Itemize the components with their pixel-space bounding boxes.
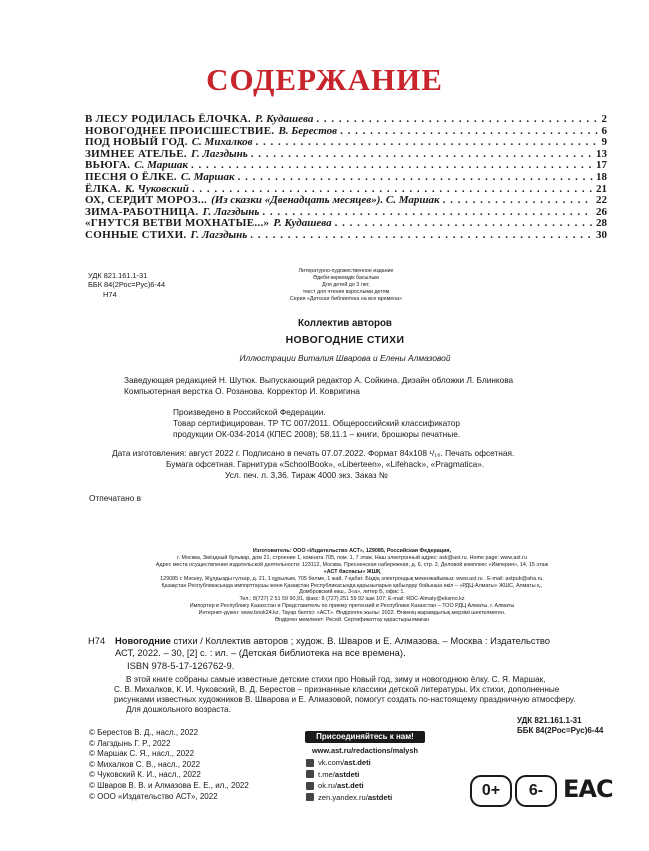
toc-row[interactable]	[85, 114, 607, 126]
telegram-icon	[306, 770, 314, 778]
isbn: ISBN 978-5-17-126762-9.	[127, 659, 235, 671]
catalog-card	[88, 635, 608, 672]
publisher-line: Импортер в Республику Казахстан и Представитель по приему претензий в Республике Казахстан – ТОО РДЦ Алматы, г. Алматы	[189, 603, 515, 610]
print-line: Бумага офсетная. Гарнитура «SchoolBook», «Liberteen», «Lifehack», «Pragmatica».	[166, 459, 485, 470]
toc-page: 6	[601, 124, 607, 137]
eac-mark: ЕАС	[563, 775, 613, 803]
toc-page: 28	[596, 217, 607, 230]
toc-author: Р. Кудашева	[255, 113, 314, 125]
toc-author: Р. Кудашева	[273, 217, 332, 230]
publisher-info	[108, 548, 596, 624]
copyright-line: © Маршак С. Я., насл., 2022	[89, 749, 195, 759]
copyright-line: © Берестов В. Д., насл., 2022	[89, 728, 199, 737]
toc-page: 9	[601, 136, 607, 149]
edition-note: Литературно-художественное издание	[298, 268, 394, 274]
toc-row[interactable]	[85, 172, 607, 184]
toc-page: 18	[596, 170, 607, 183]
toc-author: К. Чуковский	[124, 182, 189, 195]
toc-page: 30	[596, 228, 607, 241]
publisher-line: г. Москва, Звёздный бульвар, дом 21, строение 1, комната 705, пом. 1, 7 этаж. Наш электронный адрес: ask@ast.ru. Home page: www.ast.ru	[177, 554, 527, 561]
toc-leader	[335, 218, 593, 230]
publisher-line: Домбровский көш., 3«а», литер Б, офис 1.	[299, 589, 405, 596]
edition-note: Серия «Детская библиотека на все времена»	[289, 296, 403, 303]
description-line: С. В. Михалков, К. И. Чуковский, В. Д. Берестов – признанные классики детской литературы. Их стихи, дополненные	[114, 685, 560, 695]
catalog-lead: Новогодние	[115, 635, 171, 646]
social-handle: ast.deti	[344, 758, 371, 768]
toc-page: 17	[596, 159, 607, 172]
description-line: В этой книге собраны самые известные детские стихи про Новый год, зиму и новогоднюю ёлку. С. Я. Маршак,	[126, 675, 546, 684]
publisher-line: Қазақстан Республикасында импорттаушы және Қазақстан Республикасында қарызыларын қабылдау бойынша өкіл – «РДЦ-Алматы» ЖШС, Алматы қ.,	[161, 582, 543, 589]
publisher-line: 129085 г. Мәскеу, Жұлдызды гүлзар, д. 21, 1 құрылым, 705 бөлме, 1 жай, 7-қабат. Біздің электрондық мекенжайымыз: www.ast.ru . E-mail: astpub@aha.ru.	[160, 575, 544, 582]
print-line: Усл. печ. л. 3,36. Тираж 4000 экз. Заказ №	[225, 470, 388, 481]
edition-note: Для детей до 3 лет,	[322, 282, 370, 289]
catalog-line: стихи / Коллектив авторов ; худож. В. Шваров и Е. Алмазова. – Москва : Издательство	[170, 635, 550, 646]
toc-leader	[191, 160, 593, 172]
age-rating-zero: 0+	[470, 775, 512, 807]
table-of-contents	[85, 114, 607, 242]
udk-code: УДК 821.161.1-31	[517, 716, 582, 725]
toc-page: 2	[601, 113, 607, 125]
toc-leader	[238, 172, 593, 184]
social-link-ok[interactable]	[306, 780, 392, 792]
printed-in: Отпечатано в	[89, 493, 142, 503]
toc-row[interactable]	[85, 230, 607, 242]
production-line: Произведено в Российской Федерации.	[173, 407, 326, 417]
toc-title: «ГНУТСЯ ВЕТВИ МОХНАТЫЕ...»	[85, 217, 270, 230]
toc-title: В ЛЕСУ РОДИЛАСЬ ЁЛОЧКА.	[85, 113, 252, 125]
print-line: Дата изготовления: август 2022 г. Подписано в печать 07.07.2022. Формат 84x108 ¹/₁₆. Печать офсетная.	[112, 448, 515, 458]
edition-notes	[234, 268, 458, 303]
social-prefix: ok.ru/	[318, 781, 337, 791]
illustrators: Иллюстрации Виталия Шварова и Елены Алмазовой	[239, 353, 451, 363]
social-handle: ast.deti	[337, 781, 364, 791]
social-prefix: vk.com/	[318, 758, 345, 768]
collective-authors: Коллектив авторов	[298, 318, 392, 329]
copyright-line: © ООО «Издательство АСТ», 2022	[89, 791, 218, 801]
copyright-list	[89, 728, 249, 802]
age-rating-six: 6-	[515, 775, 557, 807]
toc-leader	[340, 126, 598, 138]
social-link-telegram[interactable]	[306, 769, 392, 781]
bbk-code: ББК 84(2Рос=Рус)6-44	[88, 280, 166, 290]
classification-codes-right	[517, 716, 603, 737]
toc-title: ЗИМА-РАБОТНИЦА.	[85, 205, 199, 218]
toc-title: НОВОГОДНЕЕ ПРОИСШЕСТВИЕ.	[85, 124, 275, 137]
toc-title: ПОД НОВЫЙ ГОД.	[85, 136, 188, 149]
toc-leader	[443, 195, 593, 207]
social-handle: astdeti	[334, 769, 360, 779]
social-links	[306, 757, 392, 803]
page-title: СОДЕРЖАНИЕ	[206, 62, 443, 97]
toc-leader	[250, 230, 593, 242]
copyright-line: © Чуковский К. И., насл., 2022	[89, 770, 201, 780]
toc-author: В. Берестов	[278, 124, 338, 137]
editorial-staff	[124, 375, 513, 397]
toc-row[interactable]	[85, 195, 607, 207]
book-title: НОВОГОДНИЕ СТИХИ	[285, 335, 405, 346]
zen-icon	[306, 793, 314, 801]
print-info	[112, 448, 514, 482]
catalog-line: АСТ, 2022. – 30, [2] с. : ил. – (Детская библиотека на все времена).	[115, 647, 406, 659]
staff-line: Компьютерная верстка О. Розанова. Корректор И. Ковригина	[124, 386, 360, 397]
toc-leader	[256, 137, 599, 149]
social-prefix: zen.yandex.ru/	[318, 792, 368, 802]
ok-icon	[306, 782, 314, 790]
social-link-zen[interactable]	[306, 792, 392, 804]
staff-line: Заведующая редакцией Н. Шутюк. Выпускающий редактор А. Сойкина. Дизайн обложки Л. Блинкова	[124, 375, 514, 385]
udk-code: УДК 821.161.1-31	[88, 271, 148, 280]
edition-note: Әдеби-көркемдік басылым	[313, 275, 379, 282]
toc-page: 26	[596, 205, 607, 218]
toc-author: (Из сказки «Двенадцать месяцев»). С. Маршак	[211, 194, 440, 207]
toc-author: Г. Лагздынь	[191, 147, 248, 160]
toc-author: Г. Лагздынь	[190, 228, 248, 241]
social-link-vk[interactable]	[306, 757, 392, 769]
toc-author: С. Маршак	[180, 170, 235, 183]
production-line: Товар сертифицирован. ТР ТС 007/2011. Общероссийский классификатор	[173, 418, 461, 429]
production-line: продукции ОК-034-2014 (КПЕС 2008); 58.11.1 – книги, брошюры печатные.	[173, 429, 461, 440]
publisher-line: Өндірген мемлекет: Ресей. Сертификаттау қарастырылмаған	[274, 617, 430, 624]
publisher-line: Тел.: 8(727) 2 51 59 90,91, факс: 8 (727) 251 59 92 ішкі 107; E-mail: RDC-Almaty@eksmo.kz	[239, 596, 465, 603]
toc-title: ПЕСНЯ О ЁЛКЕ.	[85, 170, 177, 183]
production-info	[173, 407, 460, 441]
toc-leader	[316, 114, 598, 126]
copyright-line: © Михалков С. В., насл., 2022	[89, 759, 201, 769]
site-link[interactable]: www.ast.ru/redactions/malysh	[311, 746, 419, 755]
toc-author: С. Михалков	[191, 136, 253, 149]
catalog-mark: Н74	[88, 635, 106, 646]
publisher-line: «АСТ баспасы» ЖШҚ	[323, 568, 381, 575]
vk-icon	[306, 759, 314, 767]
toc-title: ОХ, СЕРДИТ МОРОЗ...	[85, 194, 208, 207]
toc-title: ВЬЮГА.	[85, 159, 131, 172]
toc-title: ЁЛКА.	[85, 182, 121, 195]
description-line: рисунками известных художников В. Шварова и Е. Алмазовой, помогут создать по-настоящему праздничную атмосферу.	[114, 695, 576, 705]
copyright-line: © Лагздынь Г. Р., 2022	[89, 738, 171, 748]
copyright-line: © Шваров В. В. и Алмазова Е. Е., ил., 2022	[89, 780, 249, 790]
publisher-line: Интернет-дүкен: www.book24.kz. Тауар белгісі: «АСТ». Өндірілген жылы: 2022. Өнімнің жарамдылық мерзімі шектелмеген.	[198, 610, 506, 617]
publisher-line: Адрес места осуществления издательской деятельности: 123112, Москва, Пресненская набережная, д. 6, стр. 2, Деловой комплекс «Империя», 14, 15 этаж	[155, 561, 549, 568]
join-us-banner: Присоединяйтесь к нам!	[305, 731, 425, 743]
edition-note: текст для чтения взрослыми детям	[302, 289, 390, 296]
classification-codes	[88, 271, 165, 299]
author-mark: Н74	[103, 289, 117, 299]
toc-page: 22	[596, 194, 607, 207]
toc-leader	[251, 149, 593, 161]
social-prefix: t.me/	[318, 769, 335, 779]
book-description	[114, 675, 575, 715]
toc-author: С. Маршак	[134, 159, 188, 172]
publisher-line: Изготовитель: ООО «Издательство АСТ», 129085, Российская Федерация,	[252, 548, 452, 554]
toc-author: Г. Лагздынь	[202, 205, 260, 218]
toc-title: ЗИМНЕЕ АТЕЛЬЕ.	[85, 147, 187, 160]
bbk-code: ББК 84(2Рос=Рус)6-44	[517, 726, 604, 736]
toc-page: 21	[596, 182, 607, 195]
social-handle: astdeti	[367, 792, 393, 802]
toc-title: СОННЫЕ СТИХИ.	[85, 228, 187, 241]
toc-page: 13	[596, 147, 607, 160]
description-line: Для дошкольного возраста.	[126, 705, 231, 715]
